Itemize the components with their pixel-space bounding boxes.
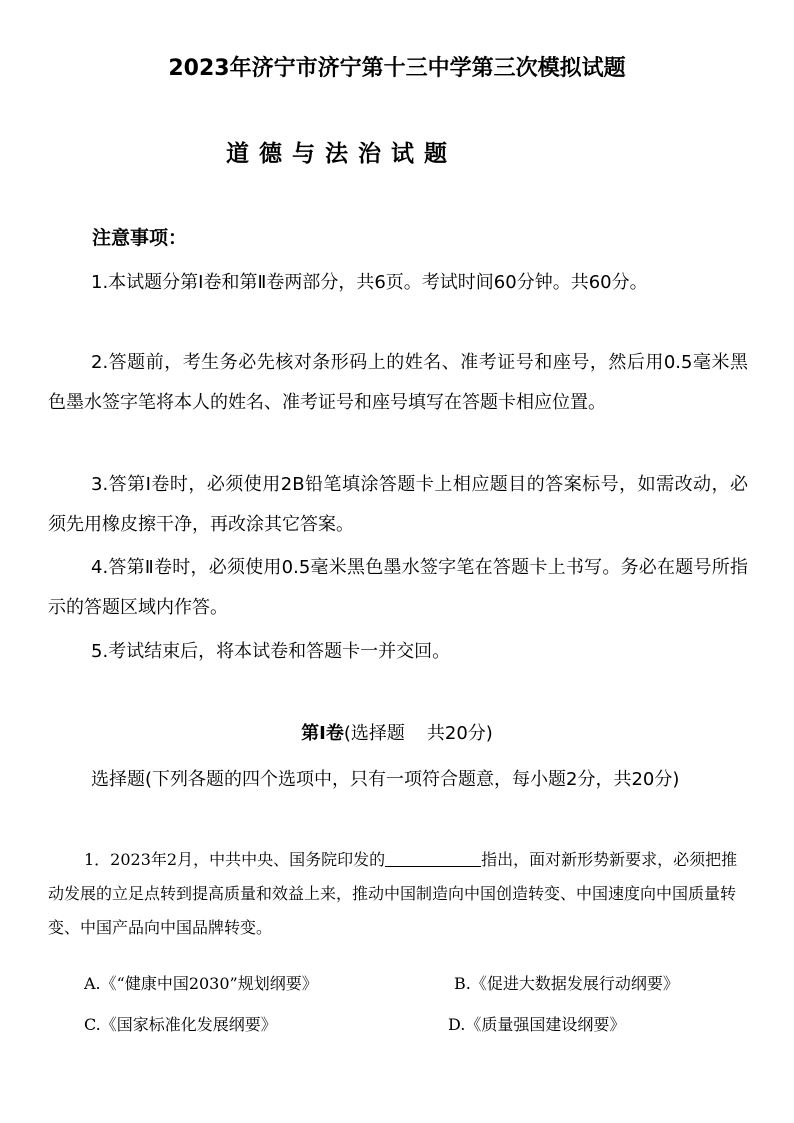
notice-heading: 注意事项： (92, 227, 188, 249)
section-1-instruction: 选择题(下列各题的四个选项中，只有一项符合题意，每小题2分，共20分) (91, 769, 680, 790)
answer-blank (385, 848, 481, 867)
section-1-label: 第Ⅰ卷 (301, 723, 344, 744)
section-1-heading (0, 720, 794, 748)
notice-item-1: 1.本试题分第Ⅰ卷和第Ⅱ卷两部分，共6页。考试时间60分钟。共60分。 (91, 272, 648, 293)
question-1-option-d: D.《质量强国建设纲要》 (448, 1015, 626, 1034)
question-1-stem-after: 指出，面对新形势新要求，必须把推动发展的立足点转到提高质量和效益上来，推动中国制造向中国创造转变、中国速度向中国质量转变、中国产品向中国品牌转变。 (48, 850, 738, 937)
notice-item-4: 4.答第Ⅱ卷时，必须使用0.5毫米黑色墨水签字笔在答题卡上书写。务必在题号所指示的答题区域内作答。 (48, 557, 748, 618)
notice-item-2: 2.答题前，考生务必先核对条形码上的姓名、准考证号和座号，然后用0.5毫米黑色墨水签字笔将本人的姓名、准考证号和座号填写在答题卡相应位置。 (48, 352, 748, 413)
section-1-score: 共20分) (426, 723, 493, 744)
question-1-option-b: B.《促进大数据发展行动纲要》 (454, 974, 679, 993)
notice-item-5: 5.考试结束后，将本试卷和答题卡一并交回。 (91, 641, 451, 662)
question-1-option-a: A.《“健康中国2030”规划纲要》 (84, 974, 318, 993)
exam-title: 2023年济宁市济宁第十三中学第三次模拟试题 (168, 56, 626, 81)
exam-subtitle: 道德与法治试题 (226, 141, 457, 167)
question-1-stem-before: 1．2023年2月，中共中央、国务院印发的 (84, 850, 386, 869)
question-1-option-c: C.《国家标准化发展纲要》 (84, 1015, 277, 1034)
question-1-stem (48, 843, 752, 945)
notice-item-3: 3.答第Ⅰ卷时，必须使用2B铅笔填涂答题卡上相应题目的答案标号，如需改动，必须先用橡皮擦干净，再改涂其它答案。 (48, 474, 748, 535)
section-1-type: (选择题 (343, 723, 405, 744)
